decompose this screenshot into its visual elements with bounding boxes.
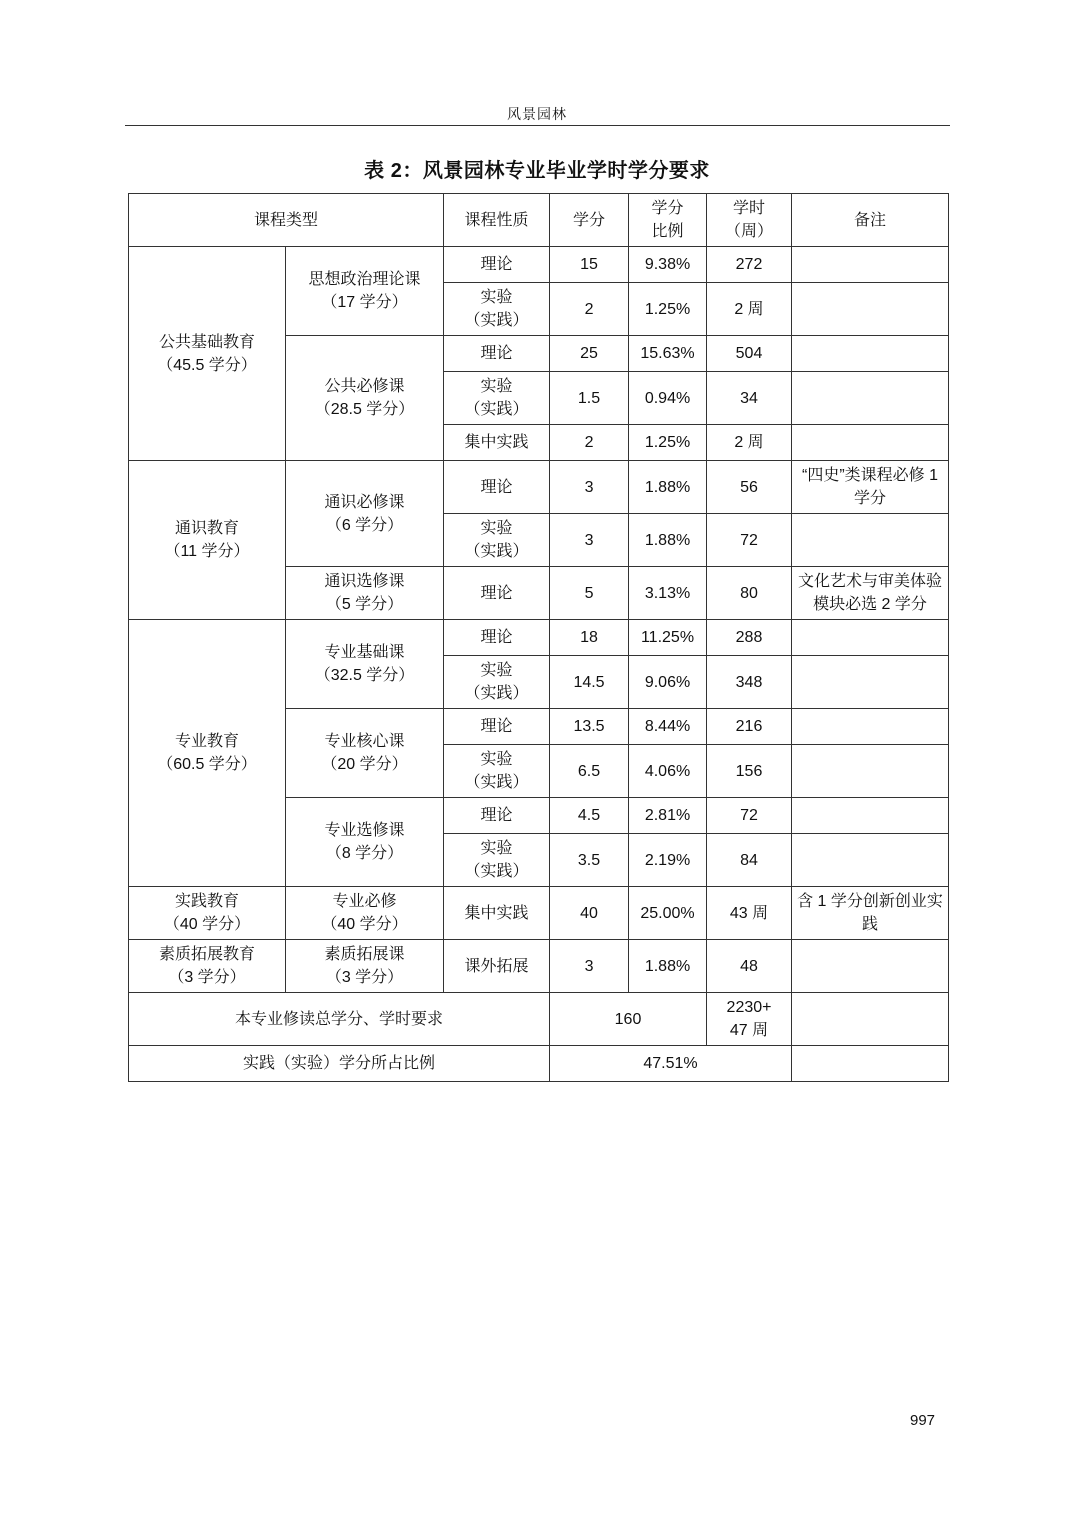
ratio-cell: 1.88% <box>629 514 707 567</box>
credits-cell: 18 <box>550 620 629 656</box>
course-cell: 专业基础课 （32.5 学分） <box>286 620 444 709</box>
course-cell: 思想政治理论课 （17 学分） <box>286 247 444 336</box>
course-cell: 专业必修 （40 学分） <box>286 887 444 940</box>
ratio-cell: 2.19% <box>629 834 707 887</box>
hours-cell: 2 周 <box>707 283 792 336</box>
hours-cell: 48 <box>707 940 792 993</box>
hours-cell: 288 <box>707 620 792 656</box>
ratio-cell: 9.38% <box>629 247 707 283</box>
header-nature: 课程性质 <box>444 194 550 247</box>
credits-cell: 3 <box>550 461 629 514</box>
nature-cell: 理论 <box>444 620 550 656</box>
notes-cell: 含 1 学分创新创业实践 <box>792 887 949 940</box>
credits-cell: 3.5 <box>550 834 629 887</box>
notes-cell <box>792 336 949 372</box>
credits-table <box>128 193 949 1082</box>
hours-cell: 216 <box>707 709 792 745</box>
notes-cell <box>792 834 949 887</box>
ratio-cell: 1.25% <box>629 283 707 336</box>
ratio-cell: 8.44% <box>629 709 707 745</box>
hours-cell: 156 <box>707 745 792 798</box>
notes-cell <box>792 247 949 283</box>
credits-cell: 3 <box>550 514 629 567</box>
ratio-cell: 25.00% <box>629 887 707 940</box>
notes-cell <box>792 656 949 709</box>
hours-cell: 504 <box>707 336 792 372</box>
header-rule <box>125 125 950 126</box>
category-cell: 公共基础教育 （45.5 学分） <box>129 247 286 461</box>
nature-cell: 实验 （实践） <box>444 372 550 425</box>
hours-cell: 56 <box>707 461 792 514</box>
page-number: 997 <box>910 1412 936 1429</box>
hours-cell: 34 <box>707 372 792 425</box>
credits-cell: 14.5 <box>550 656 629 709</box>
total-notes-cell <box>792 993 949 1046</box>
table-row <box>129 247 949 283</box>
ratio-cell: 1.88% <box>629 940 707 993</box>
notes-cell <box>792 425 949 461</box>
header-row <box>129 194 949 247</box>
total-row <box>129 993 949 1046</box>
hours-cell: 2 周 <box>707 425 792 461</box>
table-row <box>129 887 949 940</box>
course-cell: 通识必修课 （6 学分） <box>286 461 444 567</box>
header-ratio: 学分 比例 <box>629 194 707 247</box>
header-credits: 学分 <box>550 194 629 247</box>
nature-cell: 理论 <box>444 461 550 514</box>
nature-cell: 集中实践 <box>444 887 550 940</box>
hours-cell: 72 <box>707 514 792 567</box>
practice-ratio-notes-cell <box>792 1046 949 1082</box>
ratio-cell: 15.63% <box>629 336 707 372</box>
ratio-cell: 0.94% <box>629 372 707 425</box>
credits-cell: 13.5 <box>550 709 629 745</box>
credits-cell: 25 <box>550 336 629 372</box>
notes-cell <box>792 745 949 798</box>
hours-cell: 72 <box>707 798 792 834</box>
category-cell: 专业教育 （60.5 学分） <box>129 620 286 887</box>
total-hours-cell: 2230+ 47 周 <box>707 993 792 1046</box>
header-notes: 备注 <box>792 194 949 247</box>
nature-cell: 实验 （实践） <box>444 514 550 567</box>
hours-cell: 348 <box>707 656 792 709</box>
table-title: 表 2：风景园林专业毕业学时学分要求 <box>364 160 710 182</box>
course-cell: 素质拓展课 （3 学分） <box>286 940 444 993</box>
notes-cell <box>792 514 949 567</box>
ratio-cell: 11.25% <box>629 620 707 656</box>
hours-cell: 80 <box>707 567 792 620</box>
practice-ratio-row <box>129 1046 949 1082</box>
category-cell: 素质拓展教育 （3 学分） <box>129 940 286 993</box>
hours-cell: 43 周 <box>707 887 792 940</box>
credits-cell: 4.5 <box>550 798 629 834</box>
nature-cell: 理论 <box>444 567 550 620</box>
ratio-cell: 2.81% <box>629 798 707 834</box>
category-cell: 实践教育 （40 学分） <box>129 887 286 940</box>
notes-cell <box>792 940 949 993</box>
table-row <box>129 940 949 993</box>
credits-cell: 3 <box>550 940 629 993</box>
course-cell: 专业选修课 （8 学分） <box>286 798 444 887</box>
nature-cell: 实验 （实践） <box>444 834 550 887</box>
category-cell: 通识教育 （11 学分） <box>129 461 286 620</box>
table-row <box>129 461 949 514</box>
notes-cell <box>792 620 949 656</box>
credits-cell: 40 <box>550 887 629 940</box>
nature-cell: 理论 <box>444 336 550 372</box>
notes-cell: 文化艺术与审美体验模块必选 2 学分 <box>792 567 949 620</box>
nature-cell: 实验 （实践） <box>444 283 550 336</box>
credits-cell: 6.5 <box>550 745 629 798</box>
credits-cell: 1.5 <box>550 372 629 425</box>
notes-cell <box>792 798 949 834</box>
course-cell: 公共必修课 （28.5 学分） <box>286 336 444 461</box>
course-cell: 通识选修课 （5 学分） <box>286 567 444 620</box>
ratio-cell: 9.06% <box>629 656 707 709</box>
header-hours: 学时 （周） <box>707 194 792 247</box>
practice-ratio-label-cell: 实践（实验）学分所占比例 <box>129 1046 550 1082</box>
nature-cell: 理论 <box>444 709 550 745</box>
notes-cell <box>792 372 949 425</box>
notes-cell: “四史”类课程必修 1 学分 <box>792 461 949 514</box>
total-credits-cell: 160 <box>550 993 707 1046</box>
hours-cell: 272 <box>707 247 792 283</box>
practice-ratio-value-cell: 47.51% <box>550 1046 792 1082</box>
notes-cell <box>792 709 949 745</box>
running-header: 风景园林 <box>507 106 567 122</box>
notes-cell <box>792 283 949 336</box>
nature-cell: 实验 （实践） <box>444 656 550 709</box>
ratio-cell: 1.88% <box>629 461 707 514</box>
credits-cell: 2 <box>550 283 629 336</box>
nature-cell: 集中实践 <box>444 425 550 461</box>
nature-cell: 课外拓展 <box>444 940 550 993</box>
ratio-cell: 1.25% <box>629 425 707 461</box>
course-cell: 专业核心课 （20 学分） <box>286 709 444 798</box>
credits-cell: 15 <box>550 247 629 283</box>
header-category: 课程类型 <box>129 194 444 247</box>
nature-cell: 理论 <box>444 247 550 283</box>
credits-table-body <box>129 194 949 1082</box>
nature-cell: 实验 （实践） <box>444 745 550 798</box>
ratio-cell: 4.06% <box>629 745 707 798</box>
ratio-cell: 3.13% <box>629 567 707 620</box>
credits-cell: 5 <box>550 567 629 620</box>
credits-cell: 2 <box>550 425 629 461</box>
total-label-cell: 本专业修读总学分、学时要求 <box>129 993 550 1046</box>
hours-cell: 84 <box>707 834 792 887</box>
nature-cell: 理论 <box>444 798 550 834</box>
table-row <box>129 620 949 656</box>
